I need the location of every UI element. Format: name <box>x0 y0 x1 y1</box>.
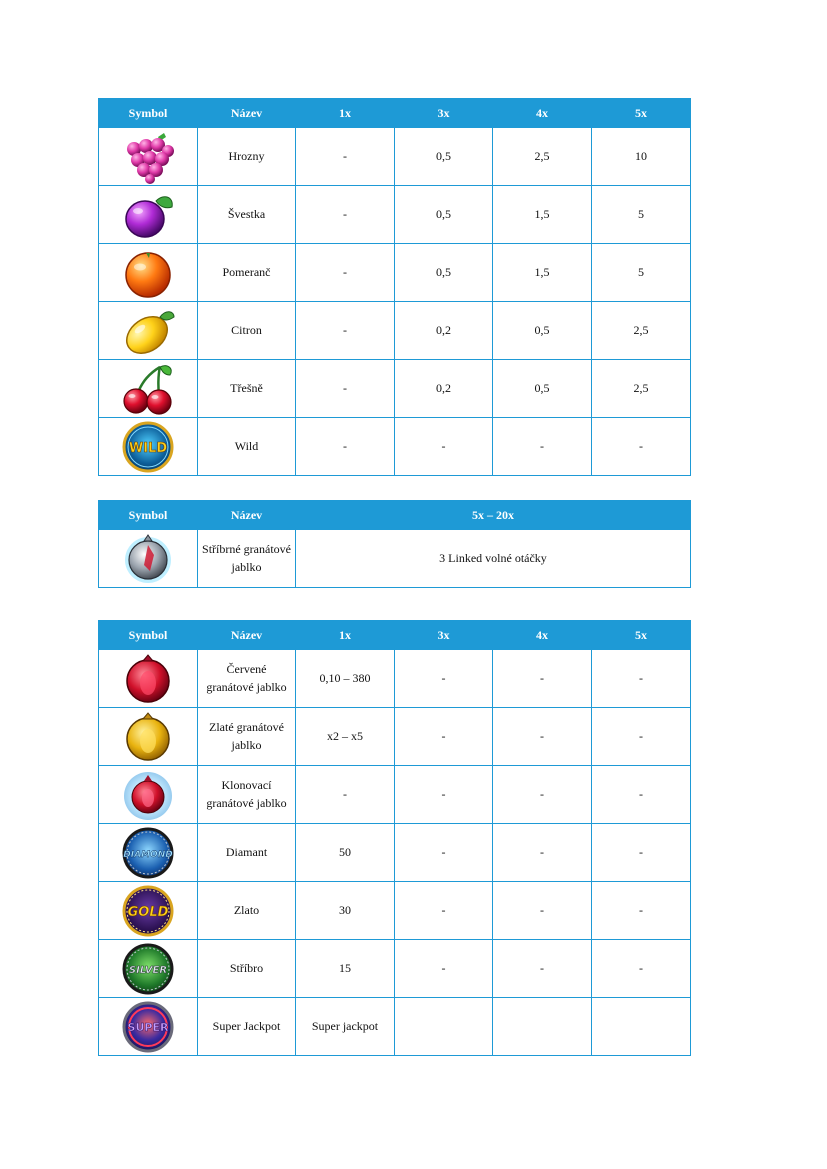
payout-5x: 2,5 <box>592 302 691 360</box>
free-spins-value: 3 Linked volné otáčky <box>296 530 691 588</box>
silver-pomegranate-icon <box>120 531 176 587</box>
payout-4x: 2,5 <box>493 128 592 186</box>
payout-4x: - <box>493 882 592 940</box>
header-symbol: Symbol <box>99 501 198 530</box>
payout-1x: 30 <box>296 882 395 940</box>
symbol-name: Super Jackpot <box>198 998 296 1056</box>
symbol-name: Třešně <box>198 360 296 418</box>
payout-3x: - <box>395 882 493 940</box>
silver-badge-text: SILVER <box>128 964 168 976</box>
payout-3x: 0,2 <box>395 302 493 360</box>
gold-pomegranate-icon <box>120 709 176 765</box>
table-row <box>99 650 691 708</box>
header-name: Název <box>198 621 296 650</box>
payout-3x: - <box>395 766 493 824</box>
payout-4x: - <box>493 708 592 766</box>
payout-4x: - <box>493 766 592 824</box>
payout-1x: 15 <box>296 940 395 998</box>
table-row <box>99 360 691 418</box>
payout-1x: - <box>296 418 395 476</box>
payout-3x: - <box>395 940 493 998</box>
table-row <box>99 530 691 588</box>
payout-4x: 0,5 <box>493 302 592 360</box>
payout-5x <box>592 998 691 1056</box>
header-symbol: Symbol <box>99 99 198 128</box>
header-5x: 5x <box>592 621 691 650</box>
header-1x: 1x <box>296 621 395 650</box>
orange-icon <box>120 245 176 301</box>
table-row <box>99 128 691 186</box>
payout-4x: 0,5 <box>493 360 592 418</box>
payout-3x: - <box>395 418 493 476</box>
gold-badge-text: GOLD <box>127 904 169 920</box>
header-name: Název <box>198 501 296 530</box>
paytable-free-spins <box>98 500 691 588</box>
super-badge-text: SUPER <box>127 1020 169 1034</box>
payout-1x: - <box>296 766 395 824</box>
table-row <box>99 708 691 766</box>
symbol-name: Švestka <box>198 186 296 244</box>
header-name: Název <box>198 99 296 128</box>
diamond-badge-text: DIAMOND <box>123 849 173 860</box>
payout-5x: 2,5 <box>592 360 691 418</box>
header-symbol: Symbol <box>99 621 198 650</box>
table-row <box>99 882 691 940</box>
wild-badge-text: WILD <box>128 440 168 456</box>
payout-3x: - <box>395 708 493 766</box>
silver-badge-icon <box>120 941 176 997</box>
clone-pomegranate-icon <box>120 767 176 823</box>
payout-1x: - <box>296 244 395 302</box>
paytable-fruits <box>98 98 691 476</box>
table-header-row <box>99 621 691 650</box>
symbol-name: Klonovací granátové jablko <box>198 766 296 824</box>
payout-5x: 5 <box>592 244 691 302</box>
payout-3x: 0,5 <box>395 128 493 186</box>
table-header-row <box>99 501 691 530</box>
payout-3x <box>395 998 493 1056</box>
table-row <box>99 998 691 1056</box>
payout-5x: - <box>592 824 691 882</box>
symbol-name: Wild <box>198 418 296 476</box>
table-row <box>99 244 691 302</box>
table-row <box>99 940 691 998</box>
payout-1x: 0,10 – 380 <box>296 650 395 708</box>
paytable-specials <box>98 620 691 1056</box>
wild-icon <box>120 419 176 475</box>
cherries-icon <box>120 361 176 417</box>
header-1x: 1x <box>296 99 395 128</box>
payout-1x: - <box>296 128 395 186</box>
payout-3x: 0,5 <box>395 244 493 302</box>
payout-3x: 0,2 <box>395 360 493 418</box>
payout-1x: - <box>296 302 395 360</box>
payout-5x: 10 <box>592 128 691 186</box>
table-row <box>99 824 691 882</box>
grapes-icon <box>120 129 176 185</box>
payout-5x: - <box>592 766 691 824</box>
header-range: 5x – 20x <box>296 501 691 530</box>
payout-1x: 50 <box>296 824 395 882</box>
payout-3x: - <box>395 824 493 882</box>
payout-4x: - <box>493 418 592 476</box>
table-row <box>99 766 691 824</box>
table-header-row <box>99 99 691 128</box>
header-3x: 3x <box>395 99 493 128</box>
header-4x: 4x <box>493 99 592 128</box>
payout-1x: - <box>296 186 395 244</box>
payout-1x: Super jackpot <box>296 998 395 1056</box>
payout-4x: 1,5 <box>493 244 592 302</box>
symbol-name: Stříbro <box>198 940 296 998</box>
symbol-name: Diamant <box>198 824 296 882</box>
payout-5x: - <box>592 882 691 940</box>
payout-4x <box>493 998 592 1056</box>
symbol-name: Červené granátové jablko <box>198 650 296 708</box>
payout-3x: 0,5 <box>395 186 493 244</box>
header-3x: 3x <box>395 621 493 650</box>
symbol-name: Hrozny <box>198 128 296 186</box>
payout-4x: - <box>493 940 592 998</box>
payout-1x: x2 – x5 <box>296 708 395 766</box>
red-pomegranate-icon <box>120 651 176 707</box>
payout-5x: - <box>592 650 691 708</box>
payout-5x: - <box>592 940 691 998</box>
diamond-badge-icon <box>120 825 176 881</box>
plum-icon <box>120 187 176 243</box>
payout-1x: - <box>296 360 395 418</box>
header-4x: 4x <box>493 621 592 650</box>
symbol-name: Zlato <box>198 882 296 940</box>
table-row <box>99 302 691 360</box>
payout-4x: - <box>493 824 592 882</box>
payout-4x: 1,5 <box>493 186 592 244</box>
lemon-icon <box>120 303 176 359</box>
symbol-name: Citron <box>198 302 296 360</box>
payout-5x: 5 <box>592 186 691 244</box>
payout-5x: - <box>592 708 691 766</box>
table-row <box>99 418 691 476</box>
table-row <box>99 186 691 244</box>
payout-4x: - <box>493 650 592 708</box>
symbol-name: Zlaté granátové jablko <box>198 708 296 766</box>
super-jackpot-icon <box>120 999 176 1055</box>
symbol-name: Pomeranč <box>198 244 296 302</box>
payout-3x: - <box>395 650 493 708</box>
header-5x: 5x <box>592 99 691 128</box>
symbol-name: Stříbrné granátové jablko <box>198 530 296 588</box>
payout-5x: - <box>592 418 691 476</box>
gold-badge-icon <box>120 883 176 939</box>
